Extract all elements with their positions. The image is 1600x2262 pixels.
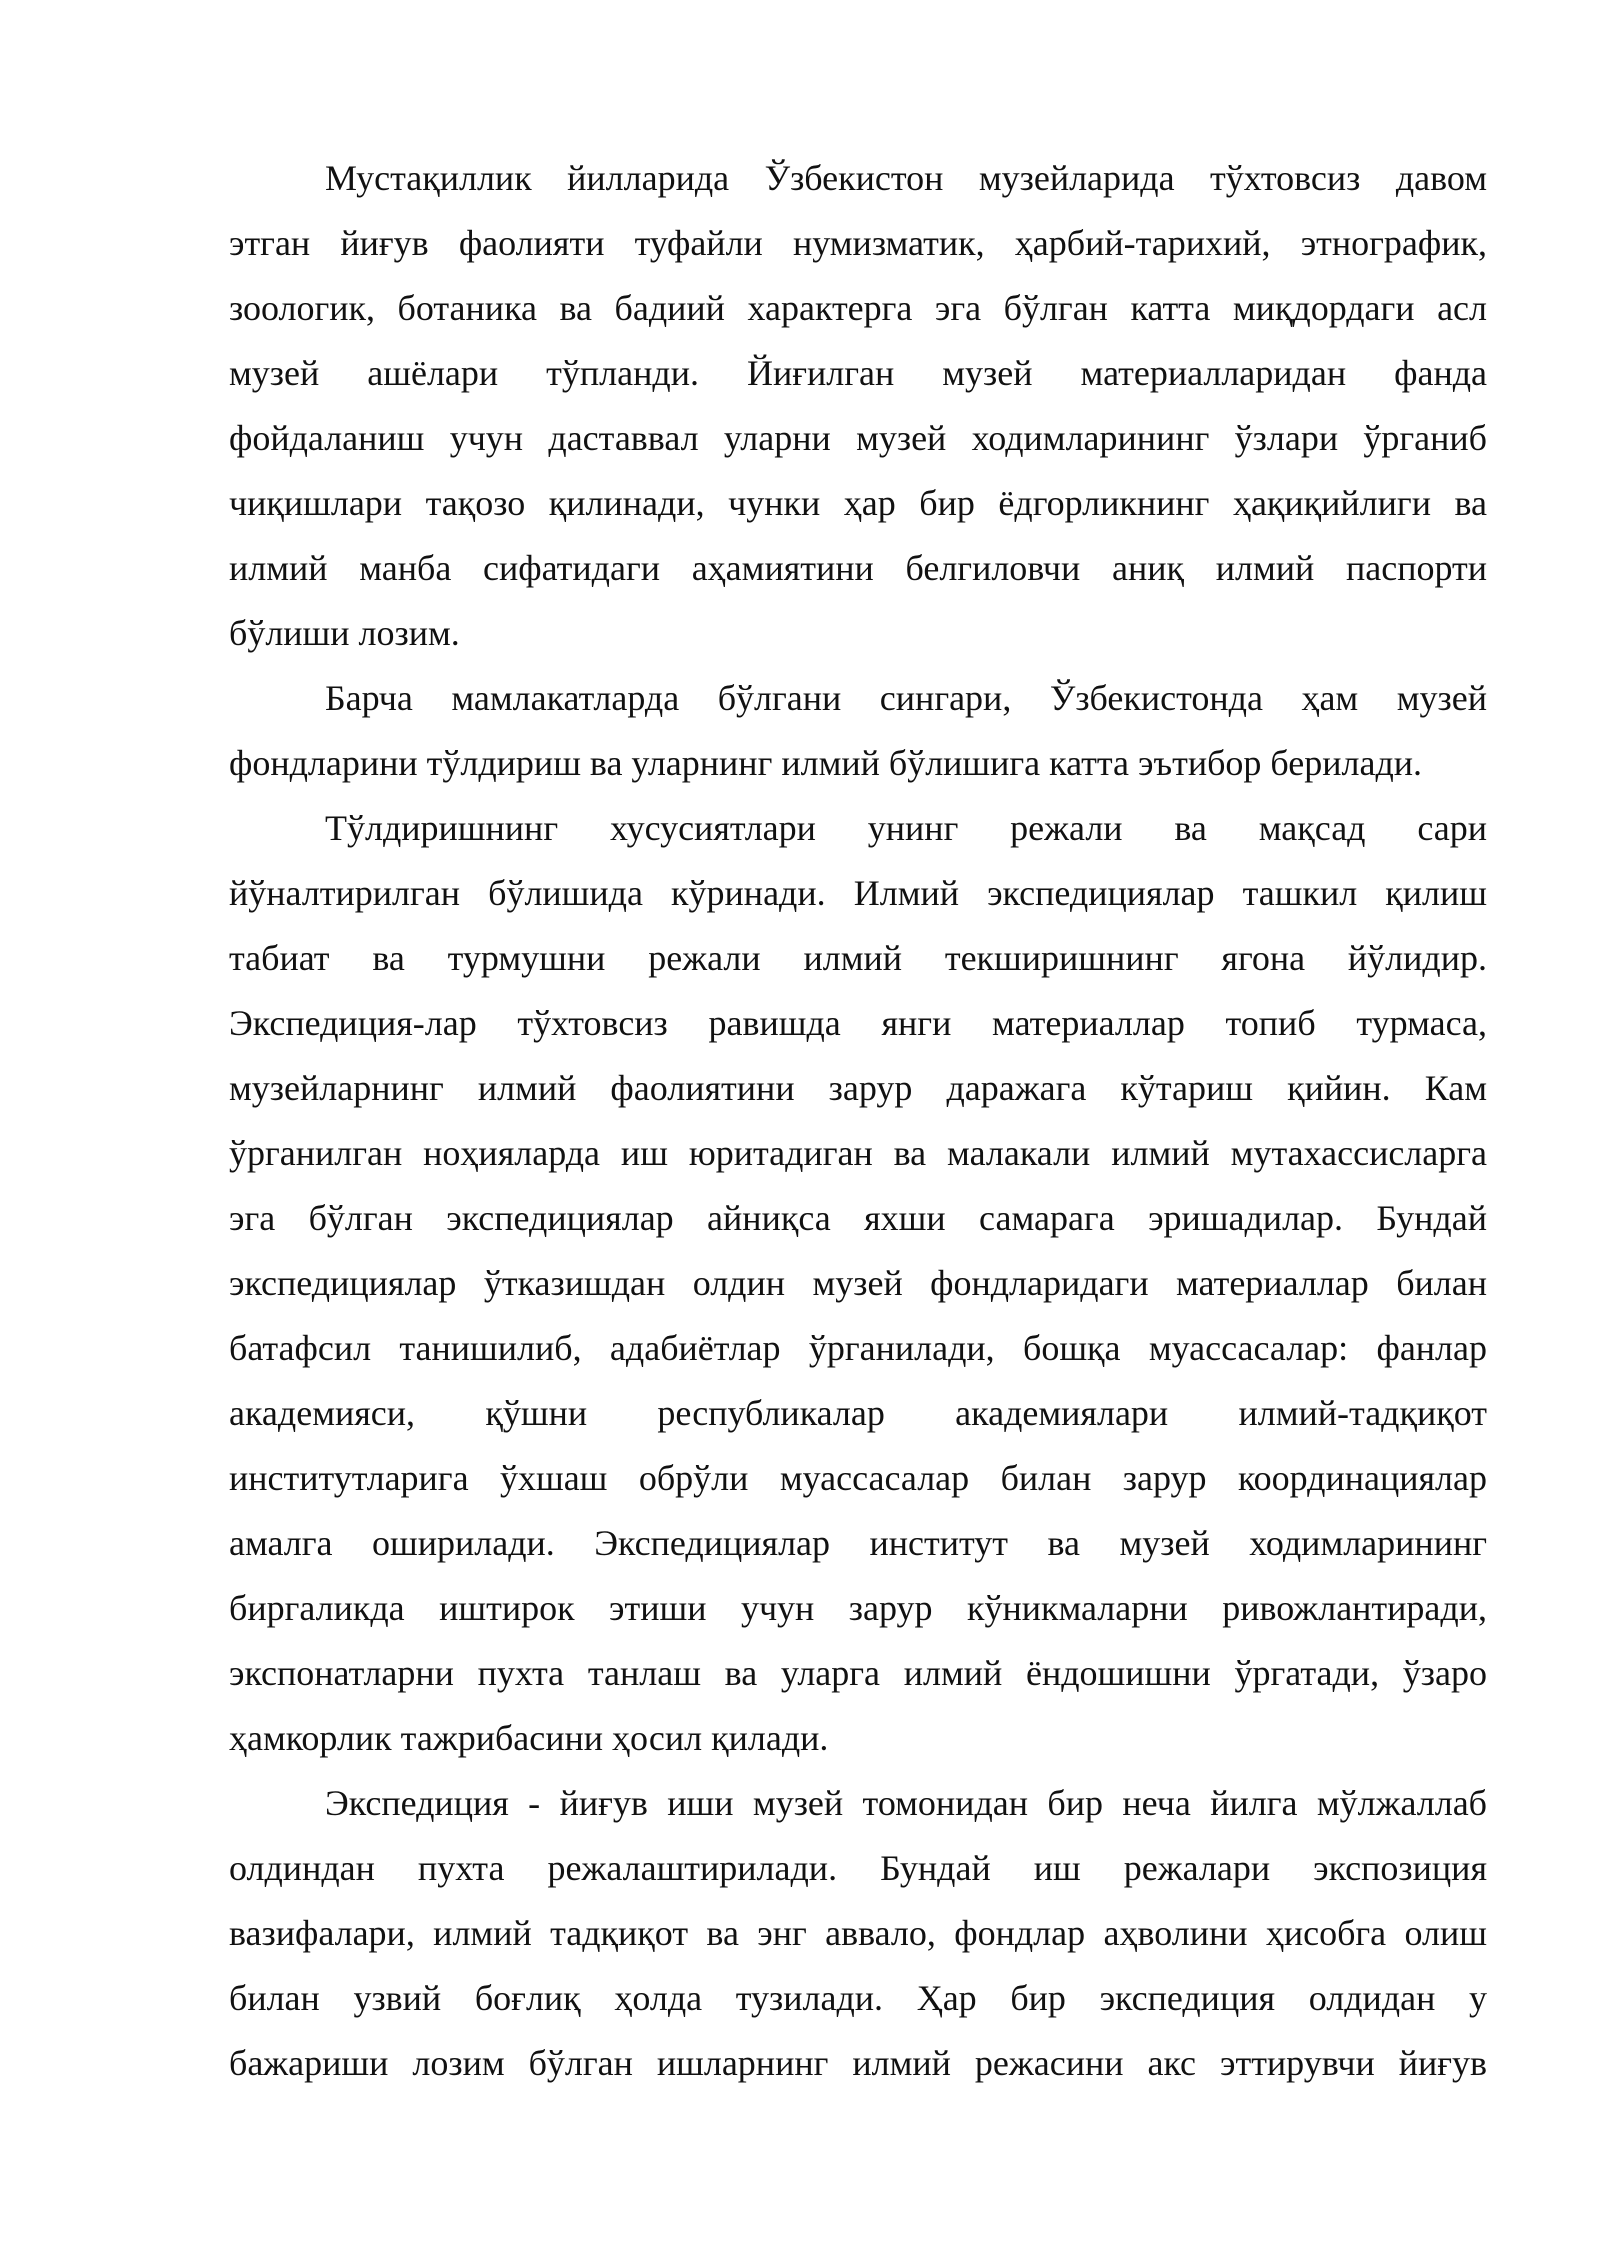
paragraph-line: Экспедиция - йиғув иши музей томонидан бир неча йилга мўлжаллаб [325, 1783, 1487, 1823]
document-body [229, 146, 1487, 2096]
paragraph-line: бажариши лозим бўлган ишларнинг илмий режасини акс эттирувчи йиғув [229, 2043, 1487, 2083]
paragraph-line: фондларини тўлдириш ва уларнинг илмий бўлишига катта эътибор берилади. [229, 743, 1423, 783]
paragraph-line: илмий манба сифатидаги аҳамиятини белгиловчи аниқ илмий паспорти [229, 548, 1487, 588]
paragraph-line: эга бўлган экспедициялар айниқса яхши самарага эришадилар. Бундай [229, 1198, 1487, 1238]
paragraph-line: ўрганилган ноҳияларда иш юритадиган ва малакали илмий мутахассисларга [229, 1133, 1487, 1173]
paragraph-line: батафсил танишилиб, адабиётлар ўрганилади, бошқа муассасалар: фанлар [229, 1328, 1487, 1368]
paragraph-line: ҳамкорлик тажрибасини ҳосил қилади. [229, 1718, 829, 1758]
paragraph-line: йўналтирилган бўлишида кўринади. Илмий экспедициялар ташкил қилиш [229, 873, 1487, 913]
paragraph-line: чиқишлари тақозо қилинади, чунки ҳар бир ёдгорликнинг ҳақиқийлиги ва [229, 483, 1487, 523]
paragraph-line: олдиндан пухта режалаштирилади. Бундай иш режалари экспозиция [229, 1848, 1487, 1888]
paragraph-line: музейларнинг илмий фаолиятини зарур даражага кўтариш қийин. Кам [229, 1068, 1487, 1108]
paragraph-line: Тўлдиришнинг хусусиятлари унинг режали ва мақсад сари [325, 808, 1487, 848]
paragraph-4 [229, 1771, 1487, 2096]
paragraph-line: табиат ва турмушни режали илмий текширишнинг ягона йўлидир. [229, 938, 1487, 978]
paragraph-line: биргаликда иштирок этиши учун зарур кўникмаларни ривожлантиради, [229, 1588, 1487, 1628]
paragraph-line: зоологик, ботаника ва бадиий характерга эга бўлган катта миқдордаги асл [229, 288, 1487, 328]
paragraph-3 [229, 796, 1487, 1771]
paragraph-line: этган йиғув фаолияти туфайли нумизматик, ҳарбий-тарихий, этнографик, [229, 223, 1487, 263]
paragraph-line: Мустақиллик йилларида Ўзбекистон музейларида тўхтовсиз давом [325, 158, 1487, 198]
paragraph-1 [229, 146, 1487, 666]
paragraph-2 [229, 666, 1487, 796]
paragraph-line: академияси, қўшни республикалар академиялари илмий-тадқиқот [229, 1393, 1487, 1433]
paragraph-line: экспедициялар ўтказишдан олдин музей фондларидаги материаллар билан [229, 1263, 1487, 1303]
paragraph-line: экспонатларни пухта танлаш ва уларга илмий ёндошишни ўргатади, ўзаро [229, 1653, 1487, 1693]
paragraph-line: Экспедиция-лар тўхтовсиз равишда янги материаллар топиб турмаса, [229, 1003, 1487, 1043]
paragraph-line: вазифалари, илмий тадқиқот ва энг аввало, фондлар аҳволини ҳисобга олиш [229, 1913, 1487, 1953]
paragraph-line: Барча мамлакатларда бўлгани сингари, Ўзбекистонда ҳам музей [325, 678, 1487, 718]
paragraph-line: билан узвий боғлиқ ҳолда тузилади. Ҳар бир экспедиция олдидан у [229, 1978, 1487, 2018]
paragraph-line: амалга оширилади. Экспедициялар институт ва музей ходимларининг [229, 1523, 1487, 1563]
paragraph-line: фойдаланиш учун даставвал уларни музей ходимларининг ўзлари ўрганиб [229, 418, 1487, 458]
paragraph-line: музей ашёлари тўпланди. Йиғилган музей материалларидан фанда [229, 353, 1487, 393]
paragraph-line: бўлиши лозим. [229, 613, 460, 653]
paragraph-line: институтларига ўхшаш обрўли муассасалар билан зарур координациялар [229, 1458, 1487, 1498]
